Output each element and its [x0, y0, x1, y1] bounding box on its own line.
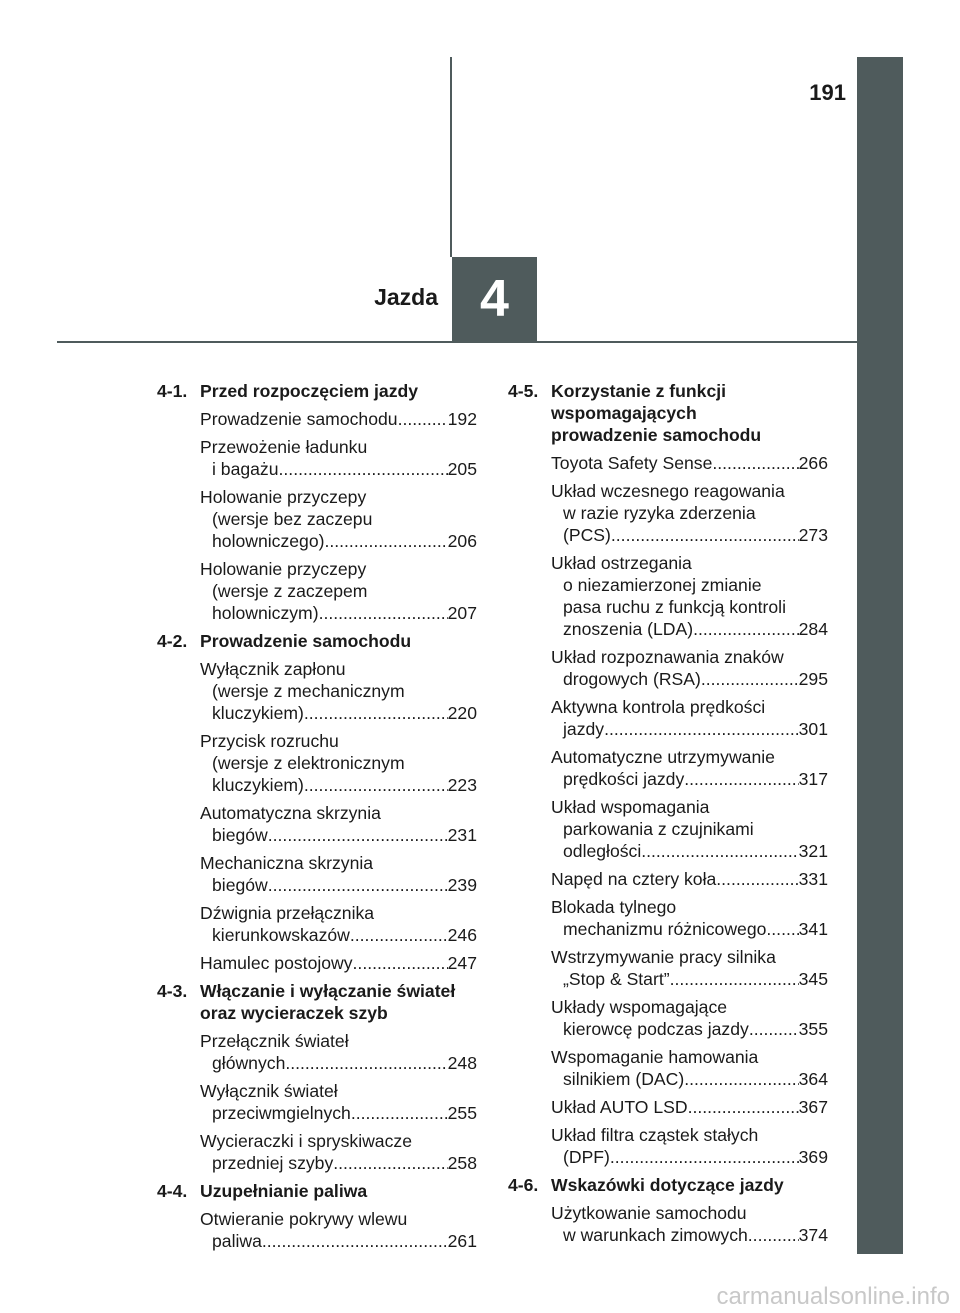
- toc-entry-title: [200, 486, 477, 552]
- toc-entry-title: [200, 1130, 477, 1174]
- page-number: 191: [809, 80, 846, 105]
- dot-leader: [304, 702, 448, 724]
- toc-page-number[interactable]: 284: [798, 619, 828, 639]
- toc-entry-title: [551, 1124, 828, 1168]
- toc-entry-title: [551, 868, 828, 890]
- toc-page-number[interactable]: 301: [798, 719, 828, 739]
- toc-entry-title: [200, 902, 477, 946]
- toc-entry-line: Wspomaganie hamowania: [551, 1047, 759, 1067]
- toc-entry-line: o niezamierzonej zmianie: [563, 575, 762, 595]
- toc-entry[interactable]: [157, 1030, 477, 1074]
- toc-entry-title: [200, 730, 477, 796]
- toc-entry-line: kluczykiem): [212, 703, 304, 723]
- toc-right-column: [508, 380, 828, 1252]
- chapter-number-box: 4: [452, 257, 537, 342]
- toc-page-number[interactable]: 223: [447, 775, 477, 795]
- toc-entry-line: Holowanie przyczepy: [200, 487, 367, 507]
- toc-entry-line: i bagażu: [212, 459, 279, 479]
- toc-entry-title: [200, 952, 477, 974]
- toc-entry-line: (DPF): [563, 1147, 610, 1167]
- section-title-line: oraz wycieraczek szyb: [200, 1003, 388, 1023]
- dot-leader: [351, 1102, 448, 1124]
- section-number: 4-1.: [157, 381, 188, 401]
- section-title-line: Wskazówki dotyczące jazdy: [551, 1175, 784, 1195]
- dot-leader: [333, 1152, 447, 1174]
- dot-leader: [748, 1224, 799, 1246]
- toc-entry-line: (wersje z mechanicznym: [212, 681, 405, 701]
- toc-entry-title: [200, 658, 477, 724]
- toc-page-number[interactable]: 331: [798, 869, 828, 889]
- toc-entry-line: mechanizmu różnicowego: [563, 919, 767, 939]
- toc-entry-line: Przycisk rozruchu: [200, 731, 339, 751]
- toc-entry-title: [551, 1202, 828, 1246]
- toc-entry-line: (PCS): [563, 525, 611, 545]
- toc-page-number[interactable]: 205: [447, 459, 477, 479]
- toc-entry-line: Mechaniczna skrzynia: [200, 853, 374, 873]
- toc-page-number[interactable]: 367: [798, 1097, 828, 1117]
- chapter-side-tab: [857, 57, 903, 1254]
- toc-page-number[interactable]: 374: [798, 1225, 828, 1245]
- toc-entry-line: Hamulec postojowy: [200, 953, 353, 973]
- toc-entry[interactable]: [508, 1202, 828, 1246]
- toc-page-number[interactable]: 321: [798, 841, 828, 861]
- dot-leader: [279, 458, 448, 480]
- toc-entry-line: Wstrzymywanie pracy silnika: [551, 947, 776, 967]
- toc-page-number[interactable]: 239: [447, 875, 477, 895]
- toc-entry[interactable]: [508, 996, 828, 1040]
- toc-entry-line: Układ filtra cząstek stałych: [551, 1125, 759, 1145]
- toc-entry[interactable]: [157, 436, 477, 480]
- toc-entry-title: [200, 1208, 477, 1252]
- toc-entry-line: drogowych (RSA): [563, 669, 701, 689]
- toc-entry-title: [200, 436, 477, 480]
- toc-entry-line: Napęd na cztery koła: [551, 869, 717, 889]
- toc-entry-line: przeciwmgielnych: [212, 1103, 351, 1123]
- section-title: [200, 380, 477, 402]
- section-number: 4-2.: [157, 631, 188, 651]
- toc-section-heading[interactable]: [157, 380, 477, 402]
- toc-entry-title: [551, 1096, 828, 1118]
- section-title-line: Przed rozpoczęciem jazdy: [200, 381, 419, 401]
- dot-leader: [398, 408, 448, 430]
- toc-entry-line: Automatyczna skrzynia: [200, 803, 381, 823]
- toc-entry-line: holowniczym): [212, 603, 319, 623]
- toc-entry-line: Układ AUTO LSD: [551, 1097, 688, 1117]
- toc-entry-title: [551, 746, 828, 790]
- toc-entry-line: kierowcę podczas jazdy: [563, 1019, 749, 1039]
- watermark: carmanualsonline.info: [716, 1283, 950, 1310]
- toc-page-number[interactable]: 206: [447, 531, 477, 551]
- section-title-line: wspomagających: [551, 403, 697, 423]
- toc-page-number[interactable]: 261: [447, 1231, 477, 1251]
- dot-leader: [324, 530, 447, 552]
- section-title-line: Włączanie i wyłączanie świateł: [200, 981, 456, 1001]
- toc-page-number[interactable]: 220: [447, 703, 477, 723]
- toc-page-number[interactable]: 231: [447, 825, 477, 845]
- toc-entry-line: Dźwignia przełącznika: [200, 903, 375, 923]
- section-title-line: Prowadzenie samochodu: [200, 631, 412, 651]
- chapter-title: Jazda: [374, 284, 438, 310]
- toc-entry-title: [551, 480, 828, 546]
- toc-entry[interactable]: [157, 1130, 477, 1174]
- toc-entry-title: [200, 1080, 477, 1124]
- toc-entry-line: Wycieraczki i spryskiwacze: [200, 1131, 412, 1151]
- toc-entry[interactable]: [508, 1124, 828, 1168]
- dot-leader: [262, 1230, 448, 1252]
- dot-leader: [716, 868, 798, 890]
- dot-leader: [641, 840, 798, 862]
- toc-entry-line: Toyota Safety Sense: [551, 453, 713, 473]
- toc-entry[interactable]: [508, 896, 828, 940]
- toc-page-number[interactable]: 266: [798, 453, 828, 473]
- toc-entry[interactable]: [508, 1046, 828, 1090]
- toc-entry-line: Otwieranie pokrywy wlewu: [200, 1209, 408, 1229]
- toc-entry-line: w razie ryzyka zderzenia: [563, 503, 756, 523]
- toc-entry[interactable]: [508, 946, 828, 990]
- toc-entry-line: pasa ruchu z funkcją kontroli: [563, 597, 786, 617]
- toc-entry[interactable]: [157, 730, 477, 796]
- toc-entry-title: [551, 552, 828, 640]
- toc-entry-title: [200, 408, 477, 430]
- toc-entry-line: Holowanie przyczepy: [200, 559, 367, 579]
- toc-section-heading[interactable]: [157, 980, 477, 1024]
- toc-entry-title: [200, 852, 477, 896]
- section-number: 4-5.: [508, 381, 539, 401]
- toc-entry[interactable]: [508, 452, 828, 474]
- toc-entry[interactable]: [508, 696, 828, 740]
- toc-page-number[interactable]: 364: [798, 1069, 828, 1089]
- toc-page-number[interactable]: 345: [798, 969, 828, 989]
- toc-entry-title: [200, 558, 477, 624]
- toc-entry-line: biegów: [212, 875, 268, 895]
- dot-leader: [350, 924, 448, 946]
- section-title: [200, 630, 477, 652]
- toc-entry-line: Blokada tylnego: [551, 897, 677, 917]
- toc-entry-line: Przełącznik świateł: [200, 1031, 349, 1051]
- dot-leader: [611, 524, 799, 546]
- section-number: 4-3.: [157, 981, 188, 1001]
- toc-entry-line: kluczykiem): [212, 775, 304, 795]
- toc-entry[interactable]: [508, 552, 828, 640]
- toc-entry-line: holowniczego): [212, 531, 325, 551]
- toc-entry[interactable]: [157, 408, 477, 430]
- toc-entry-line: Wyłącznik zapłonu: [200, 659, 346, 679]
- toc-entry-title: [551, 896, 828, 940]
- toc-entry-line: biegów: [212, 825, 268, 845]
- toc-entry[interactable]: [157, 558, 477, 624]
- toc-entry[interactable]: [508, 868, 828, 890]
- toc-section-heading[interactable]: [157, 1180, 477, 1202]
- toc-entry-line: Prowadzenie samochodu: [200, 409, 398, 429]
- toc-page-number[interactable]: 248: [447, 1053, 477, 1073]
- toc-entry-line: kierunkowskazów: [212, 925, 350, 945]
- header-vertical-rule: [450, 57, 452, 257]
- toc-entry-line: prędkości jazdy: [563, 769, 685, 789]
- toc-entry-line: parkowania z czujnikami: [563, 819, 754, 839]
- toc-entry-line: silnikiem (DAC): [563, 1069, 685, 1089]
- toc-page-number[interactable]: 207: [447, 603, 477, 623]
- toc-entry-line: odległości: [563, 841, 642, 861]
- section-title-line: prowadzenie samochodu: [551, 425, 762, 445]
- toc-entry[interactable]: [508, 480, 828, 546]
- section-number: 4-6.: [508, 1175, 539, 1195]
- toc-page-number[interactable]: 295: [798, 669, 828, 689]
- toc-entry-title: [551, 996, 828, 1040]
- toc-entry-line: paliwa: [212, 1231, 262, 1251]
- dot-leader: [701, 668, 799, 690]
- dot-leader: [268, 874, 448, 896]
- toc-entry[interactable]: [508, 1096, 828, 1118]
- dot-leader: [319, 602, 448, 624]
- toc-entry-line: jazdy: [563, 719, 605, 739]
- toc-page-number[interactable]: 317: [798, 769, 828, 789]
- toc-left-column: [157, 380, 477, 1258]
- dot-leader: [610, 1146, 799, 1168]
- toc-entry-line: (wersje z elektronicznym: [212, 753, 405, 773]
- toc-entry-title: [551, 646, 828, 690]
- toc-entry-line: Układ wspomagania: [551, 797, 710, 817]
- toc-page-number[interactable]: 192: [447, 409, 477, 429]
- dot-leader: [693, 618, 799, 640]
- toc-entry-line: Układy wspomagające: [551, 997, 728, 1017]
- section-title: [551, 1174, 828, 1196]
- toc-entry[interactable]: [157, 852, 477, 896]
- toc-page-number[interactable]: 258: [447, 1153, 477, 1173]
- dot-leader: [353, 952, 448, 974]
- toc-entry-line: Wyłącznik świateł: [200, 1081, 338, 1101]
- toc-entry[interactable]: [157, 952, 477, 974]
- toc-entry[interactable]: [508, 796, 828, 862]
- toc-section-heading[interactable]: [508, 380, 828, 446]
- section-title: [200, 1180, 477, 1202]
- toc-entry-line: w warunkach zimowych: [563, 1225, 748, 1245]
- toc-entry-line: przedniej szyby: [212, 1153, 334, 1173]
- toc-entry-title: [551, 696, 828, 740]
- toc-page-number[interactable]: 355: [798, 1019, 828, 1039]
- dot-leader: [604, 718, 799, 740]
- dot-leader: [766, 918, 798, 940]
- section-title-line: Uzupełnianie paliwa: [200, 1181, 368, 1201]
- toc-entry-line: Automatyczne utrzymywanie: [551, 747, 775, 767]
- toc-entry-line: „Stop & Start”: [563, 969, 670, 989]
- toc-entry-line: (wersje z zaczepem: [212, 581, 368, 601]
- toc-entry-title: [200, 1030, 477, 1074]
- dot-leader: [285, 1052, 447, 1074]
- toc-entry-line: Układ wczesnego reagowania: [551, 481, 785, 501]
- toc-entry-title: [551, 796, 828, 862]
- toc-entry[interactable]: [157, 486, 477, 552]
- dot-leader: [684, 768, 798, 790]
- toc-entry[interactable]: [508, 646, 828, 690]
- toc-entry-title: [200, 802, 477, 846]
- toc-entry-line: (wersje bez zaczepu: [212, 509, 373, 529]
- section-title-line: Korzystanie z funkcji: [551, 381, 727, 401]
- toc-entry-line: Przewożenie ładunku: [200, 437, 368, 457]
- dot-leader: [304, 774, 448, 796]
- toc-section-heading[interactable]: [157, 630, 477, 652]
- section-title: [200, 980, 477, 1024]
- toc-entry-line: Użytkowanie samochodu: [551, 1203, 747, 1223]
- toc-entry[interactable]: [157, 802, 477, 846]
- toc-entry-title: [551, 1046, 828, 1090]
- toc-page-number[interactable]: 369: [798, 1147, 828, 1167]
- toc-entry[interactable]: [508, 746, 828, 790]
- dot-leader: [749, 1018, 799, 1040]
- toc-page-number[interactable]: 246: [447, 925, 477, 945]
- dot-leader: [688, 1096, 799, 1118]
- toc-entry[interactable]: [157, 1208, 477, 1252]
- section-title: [551, 380, 828, 446]
- toc-entry-title: [551, 452, 828, 474]
- dot-leader: [670, 968, 799, 990]
- toc-page-number[interactable]: 341: [798, 919, 828, 939]
- toc-page-number[interactable]: 273: [798, 525, 828, 545]
- toc-section-heading[interactable]: [508, 1174, 828, 1196]
- toc-page-number[interactable]: 255: [447, 1103, 477, 1123]
- section-number: 4-4.: [157, 1181, 188, 1201]
- toc-entry-line: Układ ostrzegania: [551, 553, 692, 573]
- dot-leader: [268, 824, 448, 846]
- toc-entry-title: [551, 946, 828, 990]
- toc-entry[interactable]: [157, 658, 477, 724]
- toc-entry-line: głównych: [212, 1053, 286, 1073]
- dot-leader: [684, 1068, 798, 1090]
- toc-entry[interactable]: [157, 1080, 477, 1124]
- toc-entry[interactable]: [157, 902, 477, 946]
- toc-entry-line: Układ rozpoznawania znaków: [551, 647, 784, 667]
- toc-entry-line: Aktywna kontrola prędkości: [551, 697, 766, 717]
- dot-leader: [712, 452, 798, 474]
- toc-page-number[interactable]: 247: [447, 953, 477, 973]
- toc-entry-line: znoszenia (LDA): [563, 619, 694, 639]
